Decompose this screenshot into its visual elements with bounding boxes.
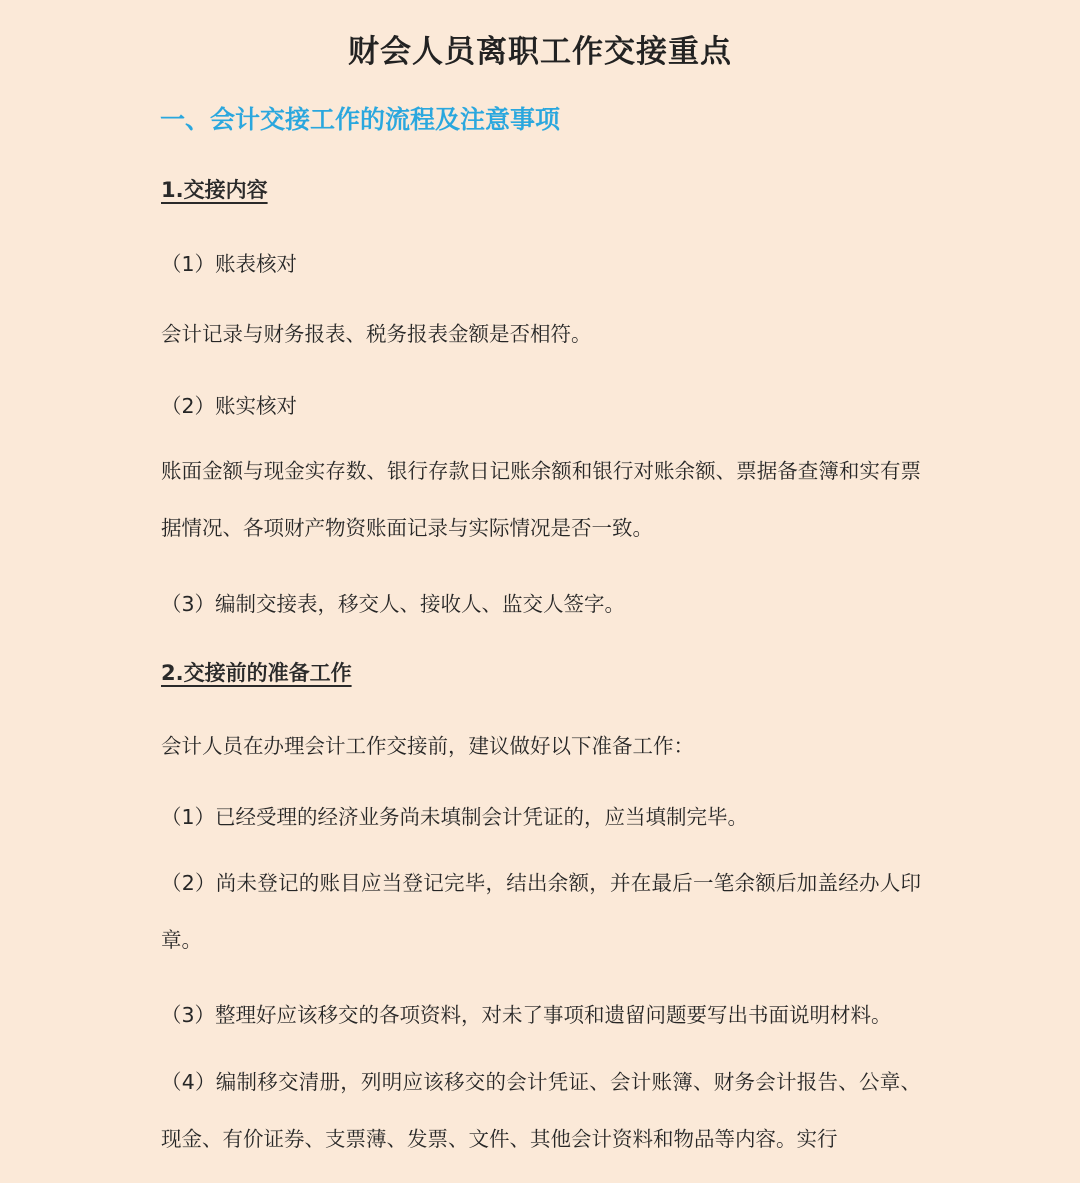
item-handover-form: （3）编制交接表，移交人、接收人、监交人签字。 [161,592,626,616]
item-label-asset-check: （2）账实核对 [161,394,298,418]
preparation-intro: 会计人员在办理会计工作交接前，建议做好以下准备工作： [161,734,694,758]
section-heading-1: 一、会计交接工作的流程及注意事项 [160,105,561,134]
item-text-asset-check: 账面金额与现金实存数、银行存款日记账余额和银行对账余额、票据备查簿和实有票据情况、各项财产物资账面记录与实际情况是否一致。 [161,459,921,540]
item-text-account-check: 会计记录与财务报表、税务报表金额是否相符。 [161,322,592,346]
document-title: 财会人员离职工作交接重点 [348,34,732,70]
preparation-item-3: （3）整理好应该移交的各项资料，对未了事项和遗留问题要写出书面说明材料。 [161,1003,892,1027]
preparation-item-4: （4）编制移交清册，列明应该移交的会计凭证、会计账簿、财务会计报告、公章、现金、有价证券、支票薄、发票、文件、其他会计资料和物品等内容。实行 [161,1070,921,1151]
sub-heading-handover-content: 1.交接内容 [161,178,268,202]
item-label-account-check: （1）账表核对 [161,252,298,276]
preparation-item-2: （2）尚未登记的账目应当登记完毕，结出余额，并在最后一笔余额后加盖经办人印章。 [161,871,921,952]
preparation-item-1: （1）已经受理的经济业务尚未填制会计凭证的，应当填制完毕。 [161,805,749,829]
sub-heading-preparation: 2.交接前的准备工作 [161,661,352,685]
